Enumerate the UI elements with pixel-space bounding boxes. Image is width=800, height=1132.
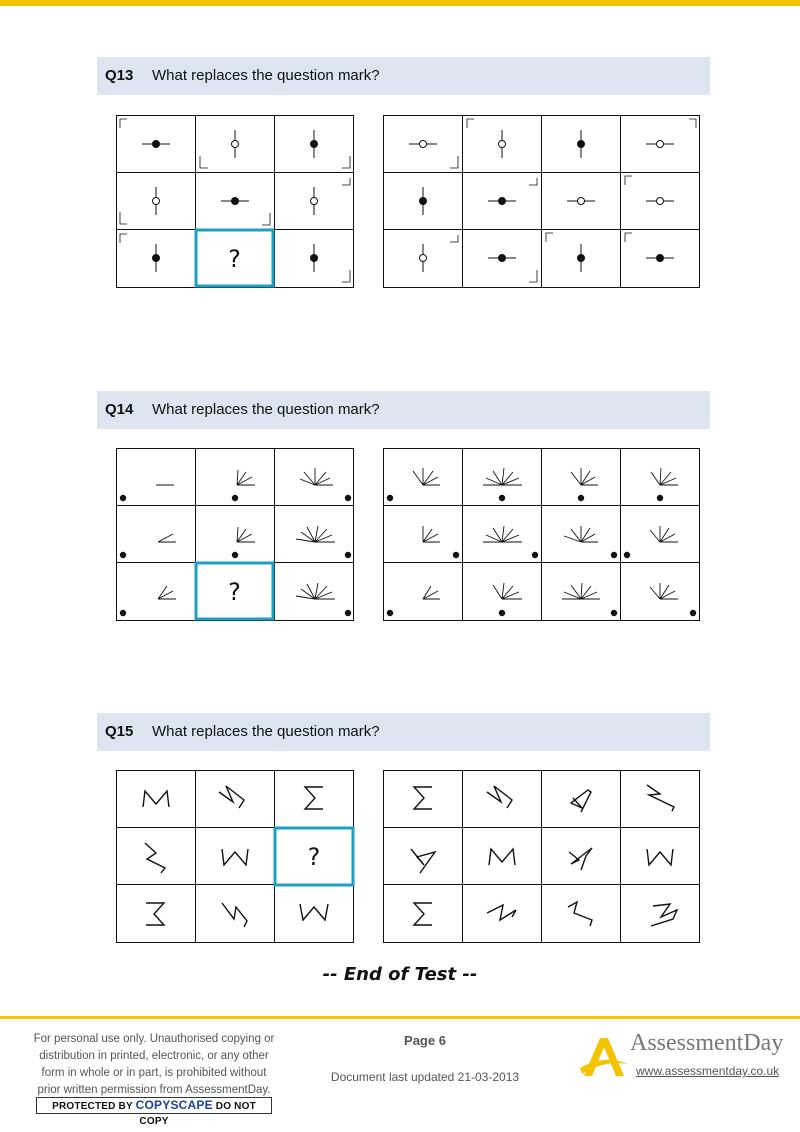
question-text: What replaces the question mark? xyxy=(152,401,380,418)
q14-answer-grid xyxy=(383,448,703,623)
question-header-q15 xyxy=(97,713,710,751)
question-number: Q15 xyxy=(105,723,134,740)
question-number: Q14 xyxy=(105,401,134,418)
copyscape-badge[interactable] xyxy=(36,1097,272,1127)
question-header-q14 xyxy=(97,391,710,429)
question-number: Q13 xyxy=(105,67,134,84)
q13-answer-grid xyxy=(383,115,703,290)
last-updated: Document last updated 21-03-2013 xyxy=(330,1070,520,1084)
top-accent-bar xyxy=(0,0,800,6)
q14-problem-grid xyxy=(116,448,356,623)
q15-answer-grid xyxy=(383,770,703,945)
question-mark: ? xyxy=(228,245,241,273)
brand-name: AssessmentDay xyxy=(630,1030,784,1056)
notice-line: For personal use only. Unauthorised copying or xyxy=(33,1033,275,1045)
assessmentday-logo-icon xyxy=(578,1032,630,1080)
question-mark: ? xyxy=(228,578,241,606)
question-text: What replaces the question mark? xyxy=(152,723,380,740)
copyscape-right: DO NOT COPY xyxy=(139,1101,256,1127)
page-number: Page 6 xyxy=(404,1033,446,1048)
website-link[interactable]: www.assessmentday.co.uk xyxy=(636,1064,780,1078)
footer-divider xyxy=(0,1016,800,1019)
question-mark: ? xyxy=(307,843,321,871)
notice-line: form in whole or in part, is prohibited without xyxy=(41,1067,267,1079)
copyscape-brand: COPYSCAPE xyxy=(135,1098,213,1112)
copyright-notice xyxy=(18,1031,290,1099)
copyscape-left: PROTECTED BY xyxy=(52,1101,133,1112)
notice-line: prior written permission from AssessmentDay. xyxy=(37,1084,271,1096)
end-of-test-label: -- End of Test -- xyxy=(322,964,478,985)
question-text: What replaces the question mark? xyxy=(152,67,380,84)
brand-block xyxy=(578,1030,793,1090)
notice-line: distribution in printed, electronic, or any other xyxy=(39,1050,269,1062)
question-header-q13 xyxy=(97,57,710,95)
q13-problem-grid xyxy=(116,115,356,290)
q15-problem-grid xyxy=(116,770,356,945)
